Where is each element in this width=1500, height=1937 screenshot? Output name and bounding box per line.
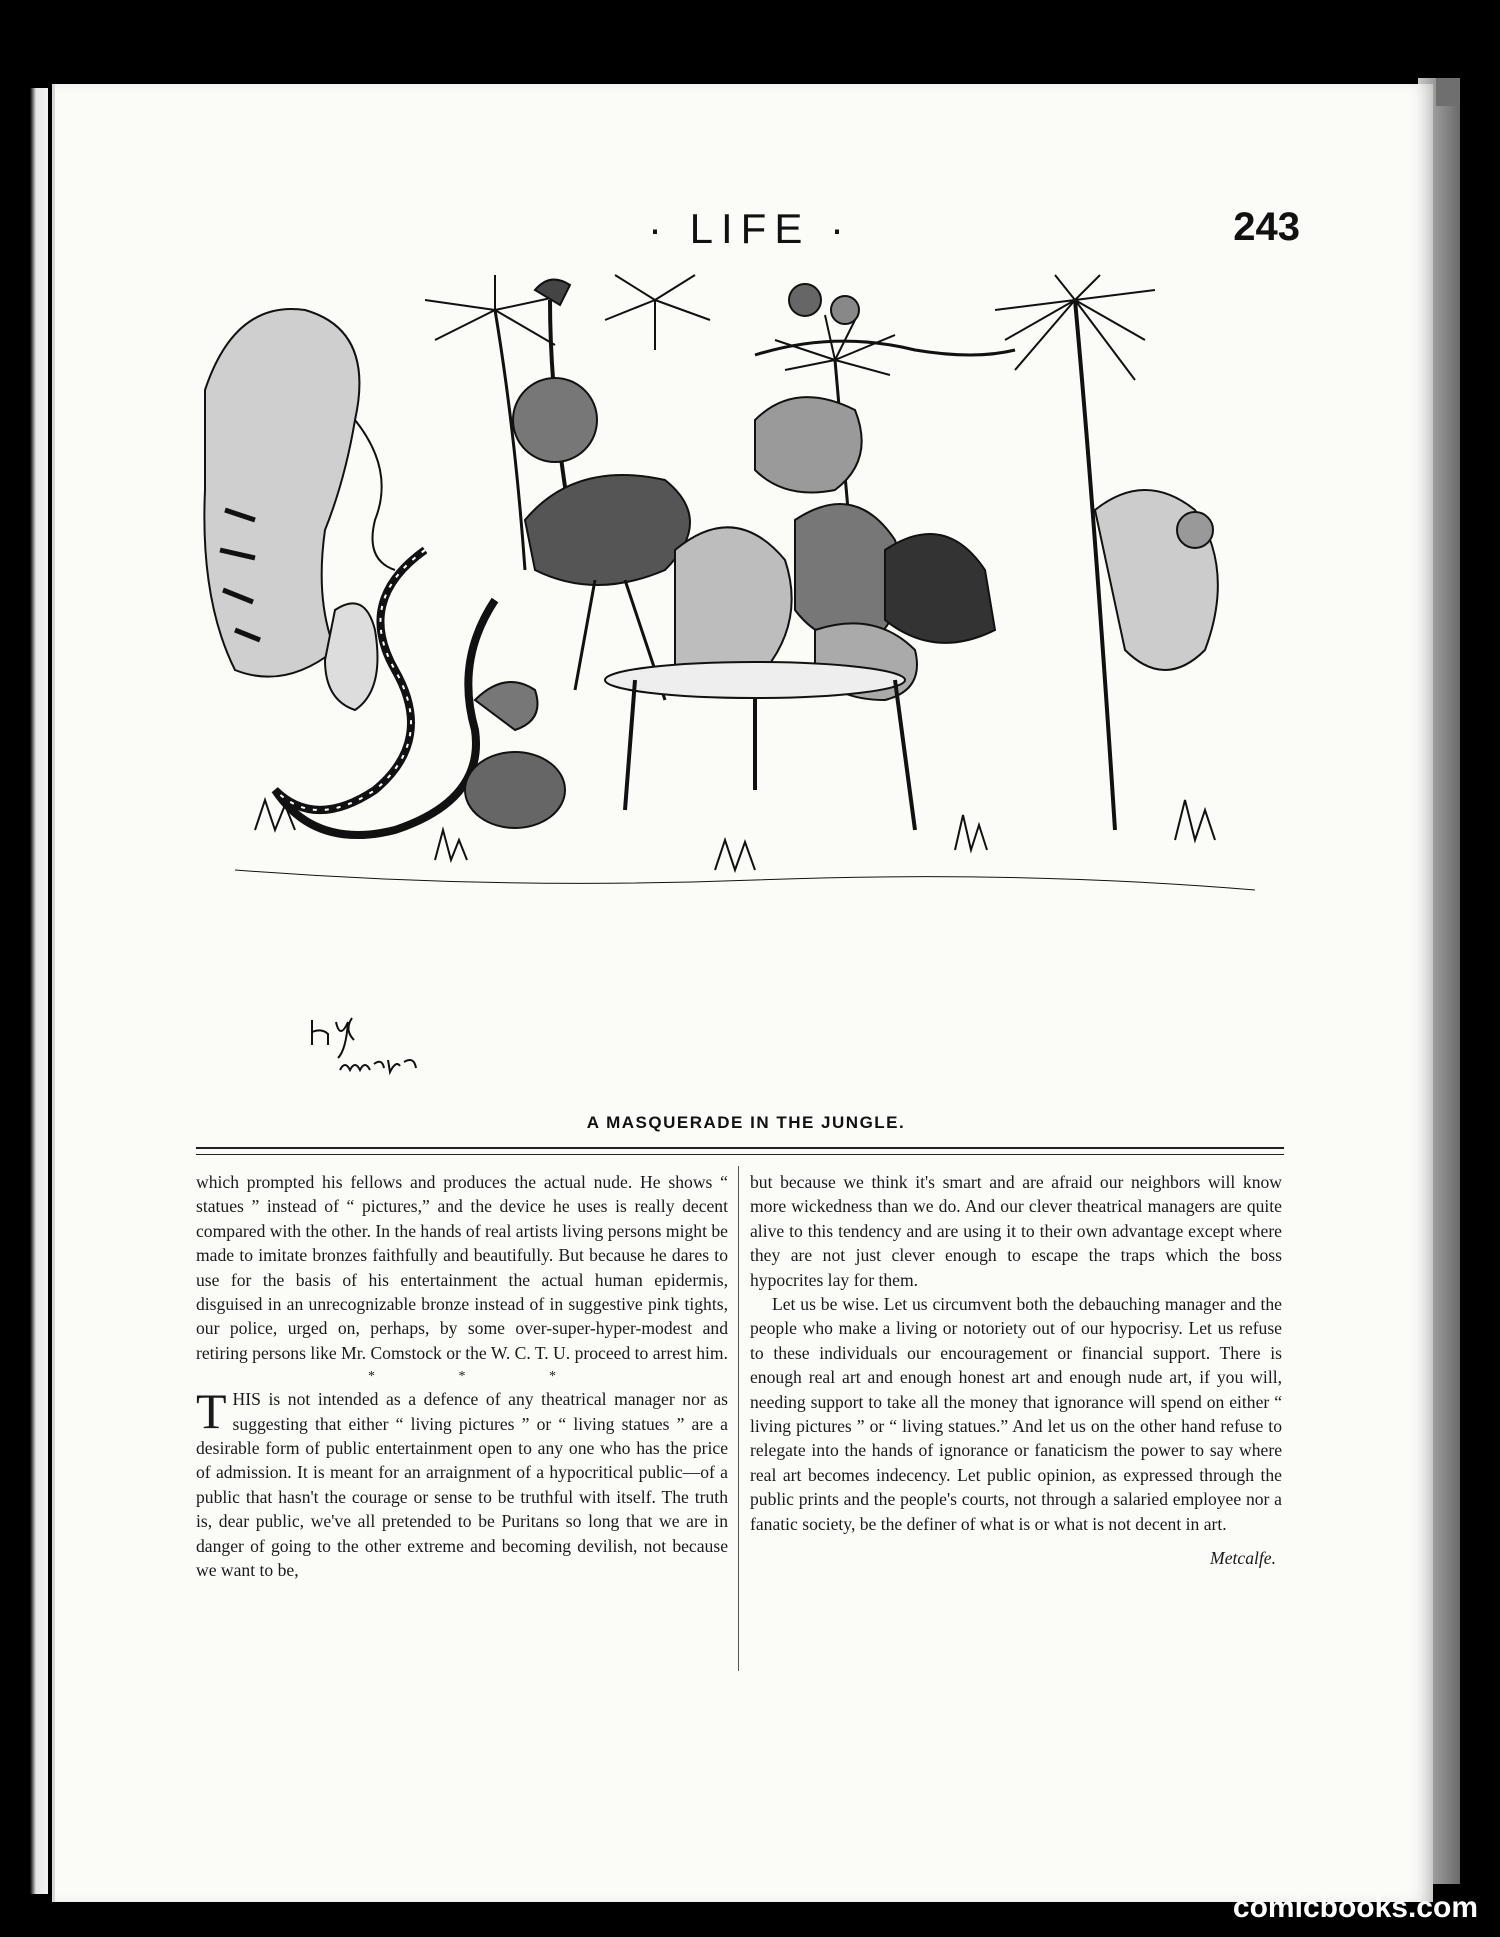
page-number: 243	[1233, 205, 1300, 249]
column-divider	[738, 1166, 739, 1671]
previous-page-edge	[0, 88, 48, 1894]
artist-signature	[300, 1000, 430, 1095]
article-paragraph: but because we think it's smart and are afraid our neighbors will know more wickedness than we do. And our clever theatrical managers are quite alive to this tendency and are using it to their own advantage except where they are not just clever enough to escape the traps which the boss hypocrites lay for them.	[750, 1172, 1282, 1290]
article-paragraph: which prompted his fellows and produces the actual nude. He shows “ statues ” instead of “ pictures,” and the device he uses is really decent compared with the other. In the hands of real artists living persons might be made to imitate bronzes faithfully and beautifully. But because he dares to use for the basis of his entertainment the actual human epidermis, disguised in an unrecognizable bronze instead of in suggestive pink tights, our police, urged on, perhaps, by some over-super-hyper-modest and retiring persons like Mr. Comstock or the W. C. T. U. proceed to arrest him.	[196, 1172, 728, 1363]
jungle-masquerade-illustration	[195, 270, 1295, 1070]
caption-rule	[196, 1147, 1284, 1155]
paragraph-text: is not intended as a defence of any theatrical manager nor as suggesting that either “ living pictures ” or “ living statues ” are a desirable form of public entertainment open to any one who has the price of admission. It is meant for an arraignment of a hypocritical public—of a public that hasn't the courage or sense to be truthful with itself. The truth is, dear public, we've all pretended to be Puritans so long that we are in danger of going to the other extreme and becoming devilish, not because we want to be,	[196, 1389, 728, 1581]
article-column-right	[750, 1170, 1282, 1571]
drop-cap: T	[196, 1383, 227, 1440]
signature-mark	[300, 1000, 430, 1090]
author-signoff: Metcalfe.	[1210, 1548, 1276, 1569]
article-paragraph-with-dropcap	[196, 1383, 728, 1582]
page-corner-mark	[1436, 78, 1460, 106]
section-break: * * *	[368, 1369, 596, 1385]
magazine-title: · LIFE ·	[647, 205, 852, 252]
article-paragraph: Let us be wise. Let us circumvent both the debauching manager and the people who make a living or notoriety out of our hypocrisy. Let us refuse to these individuals our encouragement or financial support. There is enough real art and enough honest art and enough nude art, if you will, needing support to take all the money that ignorance will spend on either “ living pictures ” or “ living statues.” And let us on the other hand refuse to relegate into the hands of ignorance or fanaticism the power to say where real art becomes indecency. Let public opinion, as expressed through the public prints and the people's courts, not through a salaried employee nor a fanatic society, be the definer of what is or what is not decent in art.	[750, 1294, 1282, 1534]
small-caps-lead: HIS	[232, 1389, 261, 1410]
illustration-caption: A MASQUERADE IN THE JUNGLE.	[586, 1113, 906, 1132]
article-column-left	[196, 1170, 728, 1583]
site-watermark: comicbooks.com	[1232, 1891, 1478, 1924]
jungle-scene	[204, 275, 1255, 890]
